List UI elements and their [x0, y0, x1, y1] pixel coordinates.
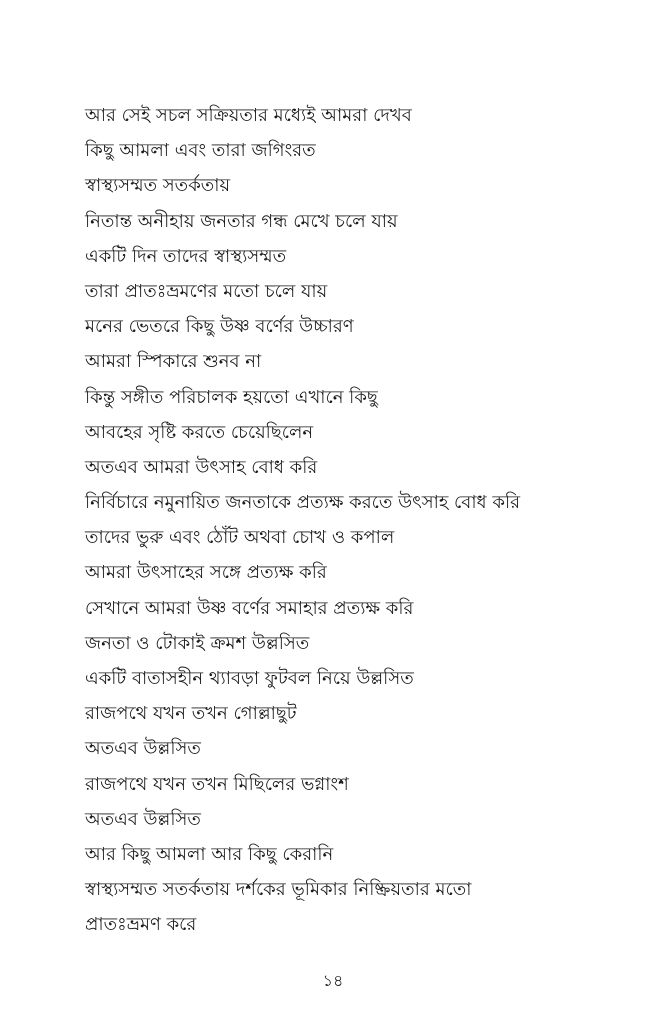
poem-line: অতএব আমরা উৎসাহ বোধ করি: [85, 456, 318, 478]
poem-line: অতএব উল্লসিত: [85, 808, 201, 830]
poem-line: মনের ভেতরে কিছু উষ্ণ বর্ণের উচ্চারণ: [85, 316, 354, 338]
poem-line: আর সেই সচল সক্রিয়তার মধ্যেই আমরা দেখব: [85, 105, 412, 126]
poem-line: আমরা উৎসাহের সঙ্গে প্রত্যক্ষ করি: [85, 562, 327, 584]
poem-line: রাজপথে যখন তখন মিছিলের ভগ্নাংশ: [85, 773, 349, 795]
poem-line: স্বাস্থ্যসম্মত সতর্কতায় দর্শকের ভূমিকার নিষ্ক্রিয়তার মতো: [85, 879, 472, 901]
poem-line: আবহের সৃষ্টি করতে চেয়েছিলেন: [85, 421, 314, 443]
poem-line: সেখানে আমরা উষ্ণ বর্ণের সমাহার প্রত্যক্ষ করি: [85, 597, 414, 619]
poem-line: একটি বাতাসহীন থ্যাবড়া ফুটবল নিয়ে উল্লসিত: [85, 668, 414, 689]
poem-line: প্রাতঃভ্রমণ করে: [85, 914, 197, 936]
poem-line: কিছু আমলা এবং তারা জগিংরত: [85, 140, 316, 162]
poem-line: অতএব উল্লসিত: [85, 738, 201, 760]
poem-line: তারা প্রাতঃভ্রমণের মতো চলে যায়: [85, 280, 328, 302]
poem-line: কিন্তু সঙ্গীত পরিচালক হয়তো এখানে কিছু: [85, 386, 378, 408]
poem-line: স্বাস্থ্যসম্মত সতর্কতায়: [85, 175, 231, 197]
page-number: ১৪: [322, 971, 344, 990]
poem-line: তাদের ভুরু এবং ঠোঁট অথবা চোখ ও কপাল: [85, 527, 395, 549]
poem-line: আমরা স্পিকারে শুনব না: [85, 351, 262, 373]
poem-line: আর কিছু আমলা আর কিছু কেরানি: [85, 843, 334, 865]
poem-text: [85, 98, 520, 943]
poem-line: নিতান্ত অনীহায় জনতার গন্ধ মেখে চলে যায়: [85, 210, 398, 232]
poem-line: রাজপথে যখন তখন গোল্লাছুট: [85, 703, 297, 725]
poem-line: একটি দিন তাদের স্বাস্থ্যসম্মত: [85, 245, 287, 267]
poem-line: নির্বিচারে নমুনায়িত জনতাকে প্রত্যক্ষ করতে উৎসাহ বোধ করি: [85, 492, 520, 514]
poem-line: জনতা ও টোকাই ক্রমশ উল্লসিত: [85, 632, 310, 654]
